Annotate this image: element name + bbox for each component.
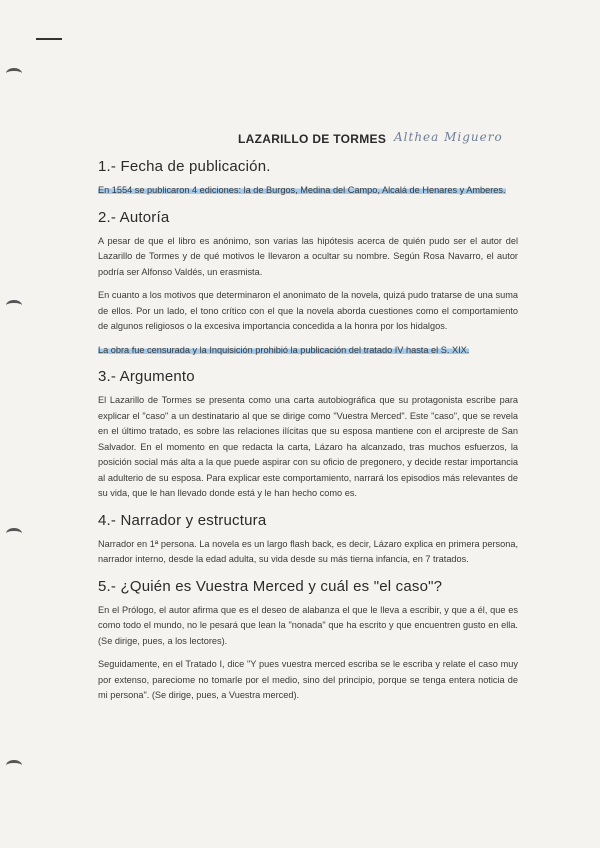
punch-hole-mark — [6, 760, 22, 771]
document-body — [98, 128, 518, 712]
section-heading: 2.- Autoría — [98, 208, 170, 226]
paragraph — [98, 343, 518, 359]
punch-hole-mark — [6, 300, 22, 311]
paragraph: En el Prólogo, el autor afirma que es el deseo de alabanza el que le lleva a escribir, y que a él, que es como todo el mundo, no le pesará que lean la "nonada" que ha escrito y que encuentren gusto en ella. (Se dirige, pues, a los lectores). — [98, 604, 518, 646]
title-row — [98, 128, 518, 148]
paragraph: El Lazarillo de Tormes se presenta como una carta autobiográfica que su protagonista escribe para explicar el "caso" a un destinatario al que se dirige como "Vuestra Merced". Este "caso", que se revela en el último tratado, es sobre las relaciones ilícitas que su esposa mantiene con el arcipreste de San Salvador. En el momento en que redacta la carta, Lázaro ha alcanzado, tras muchos esfuerzos, la posición social más alta a la que puede aspirar con su oficio de pregonero, y decide restar importancia al adulterio de su esposa. Para explicar este comportamiento, narrará los episodios más relevantes de su vida, que le han llevado donde está y le han hecho como es. — [98, 395, 518, 498]
section-heading: 3.- Argumento — [98, 368, 195, 385]
highlighted-text: La obra fue censurada y la Inquisición prohibió la publicación del tratado IV hasta el S. XIX. — [98, 344, 470, 355]
section-heading: 1.- Fecha de publicación. — [98, 158, 271, 175]
paragraph: Seguidamente, en el Tratado I, dice "Y pues vuestra merced escriba se le escriba y relate el caso muy por extenso, pareciome no tomarle por el medio, sino del principio, porque se tenga entera noticia de mi persona". (Se dirige, pues, a Vuestra merced). — [98, 659, 518, 700]
page-title: LAZARILLO DE TORMES — [238, 132, 387, 146]
paragraph: A pesar de que el libro es anónimo, son varias las hipótesis acerca de quién pudo ser el autor del Lazarillo de Tormes y de qué motivos le llevaron a ocultar su nombre. Según Rosa Navarro, el autor podría ser Alfonso Valdés, un erasmista. — [98, 235, 518, 277]
punch-hole-mark — [6, 528, 22, 539]
paragraph: En cuanto a los motivos que determinaron el anonimato de la novela, quizá pudo tratarse de una suma de ellos. Por un lado, el tono crítico con el que la novela aborda cuestiones como el comportamiento de algunos religiosos o la excesiva importancia concedida a la honra por los hidalgos. — [98, 290, 518, 331]
scan-mark — [36, 38, 62, 40]
section-heading: 5.- ¿Quién es Vuestra Merced y cuál es "el caso"? — [98, 577, 443, 595]
handwritten-name: Althea Miguero — [394, 130, 503, 144]
highlighted-text: En 1554 se publicaron 4 ediciones: la de Burgos, Medina del Campo, Alcalá de Henares y Amberes. — [98, 185, 506, 195]
punch-hole-mark — [6, 68, 22, 79]
section-heading: 4.- Narrador y estructura — [98, 511, 267, 529]
paragraph: Narrador en 1ª persona. La novela es un largo flash back, es decir, Lázaro explica en primera persona, narrador interno, desde la edad adulta, su vida desde su más tierna infancia, en 7 tratados. — [98, 538, 518, 564]
paragraph — [98, 183, 518, 199]
